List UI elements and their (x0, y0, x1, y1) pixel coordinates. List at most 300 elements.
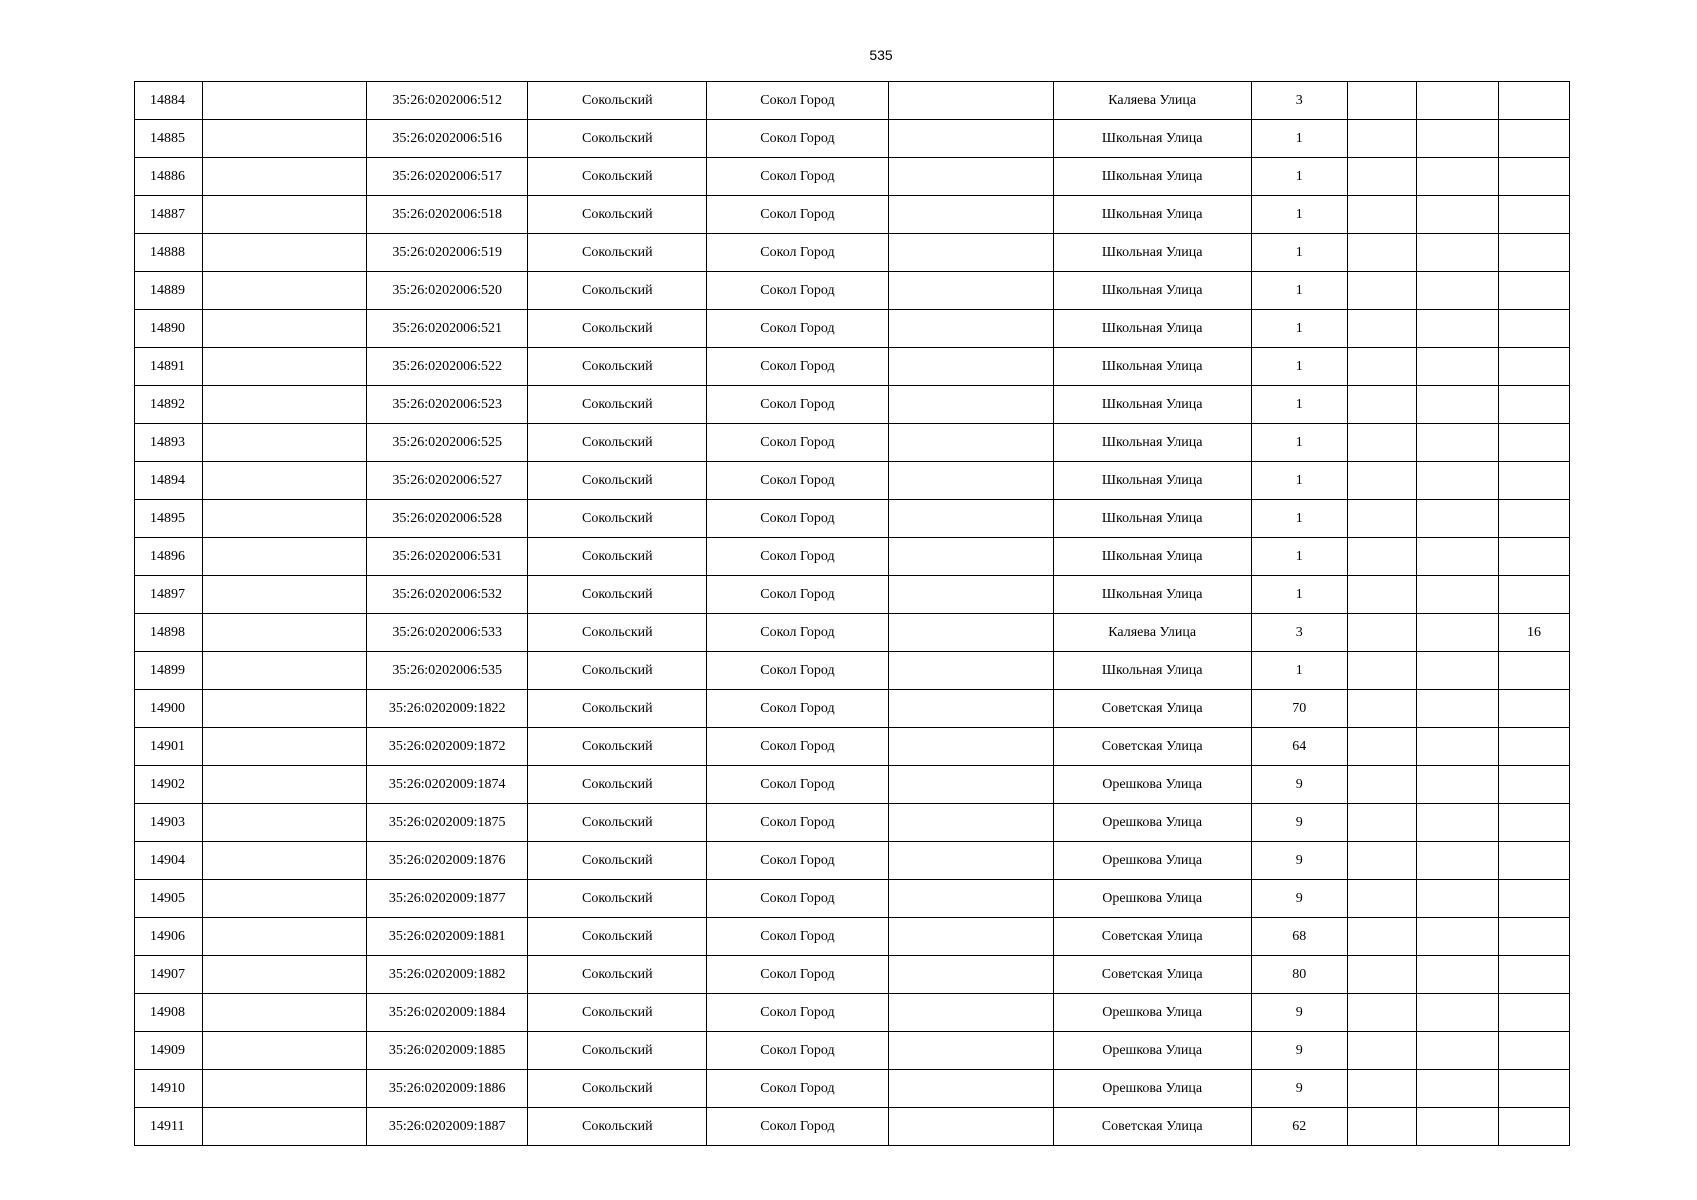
district-cell: Сокольский (528, 956, 707, 994)
empty-cell (203, 158, 367, 196)
empty-cell (1347, 120, 1416, 158)
district-cell: Сокольский (528, 918, 707, 956)
street-cell: Орешкова Улица (1053, 804, 1251, 842)
empty-cell (1416, 994, 1498, 1032)
empty-cell (203, 804, 367, 842)
house-number-cell: 1 (1251, 500, 1347, 538)
empty-cell (203, 842, 367, 880)
empty-cell (1416, 880, 1498, 918)
empty-cell (888, 462, 1053, 500)
empty-cell (888, 158, 1053, 196)
empty-cell (888, 196, 1053, 234)
locality-cell: Сокол Город (707, 956, 888, 994)
table-row (135, 310, 1570, 348)
empty-cell (888, 234, 1053, 272)
empty-cell (1347, 158, 1416, 196)
cadastral-number-cell: 35:26:0202006:523 (367, 386, 528, 424)
street-cell: Школьная Улица (1053, 348, 1251, 386)
record-number-cell: 14908 (135, 994, 203, 1032)
district-cell: Сокольский (528, 614, 707, 652)
cadastral-number-cell: 35:26:0202006:521 (367, 310, 528, 348)
locality-cell: Сокол Город (707, 766, 888, 804)
empty-cell (1416, 538, 1498, 576)
empty-cell (203, 652, 367, 690)
empty-cell (1416, 500, 1498, 538)
extra-number-cell: 16 (1498, 614, 1569, 652)
extra-number-cell (1498, 462, 1569, 500)
empty-cell (888, 728, 1053, 766)
house-number-cell: 9 (1251, 1070, 1347, 1108)
cadastral-number-cell: 35:26:0202006:522 (367, 348, 528, 386)
empty-cell (888, 804, 1053, 842)
empty-cell (1347, 348, 1416, 386)
empty-cell (203, 234, 367, 272)
empty-cell (203, 1032, 367, 1070)
table-row (135, 804, 1570, 842)
street-cell: Советская Улица (1053, 956, 1251, 994)
district-cell: Сокольский (528, 424, 707, 462)
house-number-cell: 9 (1251, 804, 1347, 842)
cadastral-number-cell: 35:26:0202006:531 (367, 538, 528, 576)
record-number-cell: 14906 (135, 918, 203, 956)
locality-cell: Сокол Город (707, 348, 888, 386)
cadastral-number-cell: 35:26:0202006:519 (367, 234, 528, 272)
locality-cell: Сокол Город (707, 918, 888, 956)
record-number-cell: 14886 (135, 158, 203, 196)
district-cell: Сокольский (528, 728, 707, 766)
empty-cell (1416, 1032, 1498, 1070)
house-number-cell: 1 (1251, 310, 1347, 348)
empty-cell (1416, 424, 1498, 462)
house-number-cell: 1 (1251, 386, 1347, 424)
table-row (135, 158, 1570, 196)
empty-cell (203, 956, 367, 994)
district-cell: Сокольский (528, 842, 707, 880)
district-cell: Сокольский (528, 1032, 707, 1070)
house-number-cell: 3 (1251, 614, 1347, 652)
empty-cell (1416, 1070, 1498, 1108)
extra-number-cell (1498, 386, 1569, 424)
empty-cell (888, 82, 1053, 120)
empty-cell (888, 1070, 1053, 1108)
house-number-cell: 9 (1251, 766, 1347, 804)
extra-number-cell (1498, 538, 1569, 576)
empty-cell (1347, 462, 1416, 500)
locality-cell: Сокол Город (707, 120, 888, 158)
empty-cell (1347, 272, 1416, 310)
empty-cell (1347, 956, 1416, 994)
district-cell: Сокольский (528, 348, 707, 386)
locality-cell: Сокол Город (707, 614, 888, 652)
extra-number-cell (1498, 766, 1569, 804)
extra-number-cell (1498, 994, 1569, 1032)
record-number-cell: 14891 (135, 348, 203, 386)
locality-cell: Сокол Город (707, 1070, 888, 1108)
locality-cell: Сокол Город (707, 462, 888, 500)
house-number-cell: 9 (1251, 842, 1347, 880)
empty-cell (1347, 766, 1416, 804)
extra-number-cell (1498, 272, 1569, 310)
empty-cell (888, 348, 1053, 386)
empty-cell (203, 880, 367, 918)
record-number-cell: 14897 (135, 576, 203, 614)
district-cell: Сокольский (528, 386, 707, 424)
street-cell: Школьная Улица (1053, 234, 1251, 272)
empty-cell (1416, 690, 1498, 728)
cadastral-number-cell: 35:26:0202009:1886 (367, 1070, 528, 1108)
street-cell: Советская Улица (1053, 728, 1251, 766)
extra-number-cell (1498, 120, 1569, 158)
house-number-cell: 3 (1251, 82, 1347, 120)
table-row (135, 652, 1570, 690)
district-cell: Сокольский (528, 652, 707, 690)
cadastral-number-cell: 35:26:0202009:1884 (367, 994, 528, 1032)
empty-cell (1416, 120, 1498, 158)
empty-cell (203, 500, 367, 538)
cadastral-number-cell: 35:26:0202006:518 (367, 196, 528, 234)
empty-cell (1347, 424, 1416, 462)
locality-cell: Сокол Город (707, 272, 888, 310)
table-row (135, 1108, 1570, 1146)
table-row (135, 614, 1570, 652)
record-number-cell: 14900 (135, 690, 203, 728)
cadastral-number-cell: 35:26:0202006:517 (367, 158, 528, 196)
district-cell: Сокольский (528, 690, 707, 728)
table-row (135, 538, 1570, 576)
empty-cell (888, 918, 1053, 956)
cadastral-number-cell: 35:26:0202009:1881 (367, 918, 528, 956)
empty-cell (203, 120, 367, 158)
empty-cell (888, 880, 1053, 918)
cadastral-number-cell: 35:26:0202009:1872 (367, 728, 528, 766)
extra-number-cell (1498, 310, 1569, 348)
house-number-cell: 62 (1251, 1108, 1347, 1146)
empty-cell (203, 424, 367, 462)
district-cell: Сокольский (528, 82, 707, 120)
district-cell: Сокольский (528, 462, 707, 500)
empty-cell (1347, 994, 1416, 1032)
house-number-cell: 64 (1251, 728, 1347, 766)
district-cell: Сокольский (528, 158, 707, 196)
record-number-cell: 14905 (135, 880, 203, 918)
empty-cell (1347, 386, 1416, 424)
locality-cell: Сокол Город (707, 690, 888, 728)
empty-cell (1347, 1070, 1416, 1108)
empty-cell (203, 348, 367, 386)
page-number: 535 (869, 47, 893, 63)
record-number-cell: 14902 (135, 766, 203, 804)
district-cell: Сокольский (528, 310, 707, 348)
cadastral-number-cell: 35:26:0202009:1875 (367, 804, 528, 842)
extra-number-cell (1498, 880, 1569, 918)
empty-cell (203, 82, 367, 120)
extra-number-cell (1498, 196, 1569, 234)
table-row (135, 196, 1570, 234)
record-number-cell: 14896 (135, 538, 203, 576)
street-cell: Советская Улица (1053, 1108, 1251, 1146)
cadastral-number-cell: 35:26:0202006:525 (367, 424, 528, 462)
house-number-cell: 1 (1251, 576, 1347, 614)
extra-number-cell (1498, 234, 1569, 272)
locality-cell: Сокол Город (707, 158, 888, 196)
district-cell: Сокольский (528, 120, 707, 158)
empty-cell (888, 766, 1053, 804)
district-cell: Сокольский (528, 272, 707, 310)
street-cell: Школьная Улица (1053, 196, 1251, 234)
table-row (135, 348, 1570, 386)
record-number-cell: 14888 (135, 234, 203, 272)
district-cell: Сокольский (528, 196, 707, 234)
district-cell: Сокольский (528, 1108, 707, 1146)
cadastral-number-cell: 35:26:0202009:1887 (367, 1108, 528, 1146)
empty-cell (1416, 804, 1498, 842)
extra-number-cell (1498, 500, 1569, 538)
empty-cell (1347, 804, 1416, 842)
empty-cell (1416, 310, 1498, 348)
empty-cell (1347, 196, 1416, 234)
district-cell: Сокольский (528, 538, 707, 576)
table-row (135, 690, 1570, 728)
cadastral-number-cell: 35:26:0202006:533 (367, 614, 528, 652)
empty-cell (1347, 614, 1416, 652)
district-cell: Сокольский (528, 880, 707, 918)
locality-cell: Сокол Город (707, 652, 888, 690)
empty-cell (888, 120, 1053, 158)
street-cell: Школьная Улица (1053, 310, 1251, 348)
street-cell: Орешкова Улица (1053, 994, 1251, 1032)
extra-number-cell (1498, 1108, 1569, 1146)
empty-cell (888, 652, 1053, 690)
table-row (135, 766, 1570, 804)
street-cell: Орешкова Улица (1053, 880, 1251, 918)
house-number-cell: 1 (1251, 462, 1347, 500)
extra-number-cell (1498, 918, 1569, 956)
empty-cell (1416, 158, 1498, 196)
cadastral-number-cell: 35:26:0202006:520 (367, 272, 528, 310)
extra-number-cell (1498, 804, 1569, 842)
empty-cell (1347, 538, 1416, 576)
locality-cell: Сокол Город (707, 1032, 888, 1070)
house-number-cell: 68 (1251, 918, 1347, 956)
street-cell: Школьная Улица (1053, 158, 1251, 196)
empty-cell (1416, 652, 1498, 690)
house-number-cell: 70 (1251, 690, 1347, 728)
table-row (135, 424, 1570, 462)
street-cell: Орешкова Улица (1053, 1070, 1251, 1108)
record-number-cell: 14901 (135, 728, 203, 766)
record-number-cell: 14893 (135, 424, 203, 462)
street-cell: Школьная Улица (1053, 120, 1251, 158)
cadastral-number-cell: 35:26:0202009:1877 (367, 880, 528, 918)
locality-cell: Сокол Город (707, 82, 888, 120)
record-number-cell: 14909 (135, 1032, 203, 1070)
extra-number-cell (1498, 82, 1569, 120)
extra-number-cell (1498, 576, 1569, 614)
table-row (135, 918, 1570, 956)
empty-cell (203, 576, 367, 614)
cadastral-number-cell: 35:26:0202006:535 (367, 652, 528, 690)
cadastral-number-cell: 35:26:0202006:512 (367, 82, 528, 120)
record-number-cell: 14904 (135, 842, 203, 880)
record-number-cell: 14911 (135, 1108, 203, 1146)
street-cell: Советская Улица (1053, 690, 1251, 728)
cadastral-number-cell: 35:26:0202009:1874 (367, 766, 528, 804)
empty-cell (203, 386, 367, 424)
empty-cell (1347, 728, 1416, 766)
extra-number-cell (1498, 956, 1569, 994)
street-cell: Школьная Улица (1053, 386, 1251, 424)
empty-cell (1416, 462, 1498, 500)
district-cell: Сокольский (528, 994, 707, 1032)
empty-cell (203, 196, 367, 234)
street-cell: Школьная Улица (1053, 424, 1251, 462)
street-cell: Каляева Улица (1053, 82, 1251, 120)
street-cell: Школьная Улица (1053, 462, 1251, 500)
house-number-cell: 1 (1251, 424, 1347, 462)
empty-cell (888, 386, 1053, 424)
record-number-cell: 14889 (135, 272, 203, 310)
cadastral-number-cell: 35:26:0202006:516 (367, 120, 528, 158)
empty-cell (1416, 918, 1498, 956)
empty-cell (888, 994, 1053, 1032)
house-number-cell: 9 (1251, 1032, 1347, 1070)
cadastral-number-cell: 35:26:0202006:528 (367, 500, 528, 538)
empty-cell (888, 576, 1053, 614)
empty-cell (888, 614, 1053, 652)
empty-cell (203, 728, 367, 766)
district-cell: Сокольский (528, 1070, 707, 1108)
street-cell: Школьная Улица (1053, 576, 1251, 614)
table-row (135, 500, 1570, 538)
district-cell: Сокольский (528, 804, 707, 842)
cadastral-number-cell: 35:26:0202009:1876 (367, 842, 528, 880)
table-row (135, 82, 1570, 120)
house-number-cell: 1 (1251, 272, 1347, 310)
table-row (135, 842, 1570, 880)
empty-cell (1416, 728, 1498, 766)
district-cell: Сокольский (528, 234, 707, 272)
locality-cell: Сокол Город (707, 386, 888, 424)
table-row (135, 956, 1570, 994)
empty-cell (1347, 1108, 1416, 1146)
house-number-cell: 1 (1251, 234, 1347, 272)
empty-cell (888, 842, 1053, 880)
locality-cell: Сокол Город (707, 500, 888, 538)
house-number-cell: 1 (1251, 652, 1347, 690)
empty-cell (888, 1108, 1053, 1146)
street-cell: Школьная Улица (1053, 500, 1251, 538)
table-row (135, 272, 1570, 310)
record-number-cell: 14885 (135, 120, 203, 158)
registry-table (134, 81, 1570, 1146)
empty-cell (1416, 766, 1498, 804)
empty-cell (1416, 196, 1498, 234)
table-row (135, 120, 1570, 158)
house-number-cell: 1 (1251, 196, 1347, 234)
empty-cell (1416, 842, 1498, 880)
locality-cell: Сокол Город (707, 804, 888, 842)
empty-cell (203, 690, 367, 728)
street-cell: Орешкова Улица (1053, 766, 1251, 804)
record-number-cell: 14898 (135, 614, 203, 652)
extra-number-cell (1498, 728, 1569, 766)
empty-cell (203, 272, 367, 310)
empty-cell (888, 538, 1053, 576)
locality-cell: Сокол Город (707, 728, 888, 766)
empty-cell (1416, 82, 1498, 120)
empty-cell (1347, 576, 1416, 614)
table-row (135, 234, 1570, 272)
cadastral-number-cell: 35:26:0202009:1822 (367, 690, 528, 728)
empty-cell (1416, 234, 1498, 272)
extra-number-cell (1498, 348, 1569, 386)
table-row (135, 880, 1570, 918)
empty-cell (888, 310, 1053, 348)
empty-cell (1347, 842, 1416, 880)
locality-cell: Сокол Город (707, 538, 888, 576)
locality-cell: Сокол Город (707, 424, 888, 462)
empty-cell (888, 424, 1053, 462)
house-number-cell: 1 (1251, 348, 1347, 386)
empty-cell (1347, 918, 1416, 956)
empty-cell (1347, 880, 1416, 918)
record-number-cell: 14890 (135, 310, 203, 348)
locality-cell: Сокол Город (707, 234, 888, 272)
house-number-cell: 1 (1251, 538, 1347, 576)
empty-cell (1416, 1108, 1498, 1146)
empty-cell (1416, 348, 1498, 386)
empty-cell (1347, 1032, 1416, 1070)
house-number-cell: 9 (1251, 994, 1347, 1032)
empty-cell (1347, 234, 1416, 272)
extra-number-cell (1498, 158, 1569, 196)
street-cell: Орешкова Улица (1053, 842, 1251, 880)
empty-cell (888, 690, 1053, 728)
empty-cell (203, 994, 367, 1032)
street-cell: Школьная Улица (1053, 652, 1251, 690)
locality-cell: Сокол Город (707, 576, 888, 614)
house-number-cell: 80 (1251, 956, 1347, 994)
empty-cell (203, 918, 367, 956)
empty-cell (203, 1070, 367, 1108)
empty-cell (203, 538, 367, 576)
street-cell: Каляева Улица (1053, 614, 1251, 652)
locality-cell: Сокол Город (707, 1108, 888, 1146)
empty-cell (888, 272, 1053, 310)
street-cell: Советская Улица (1053, 918, 1251, 956)
record-number-cell: 14892 (135, 386, 203, 424)
house-number-cell: 1 (1251, 158, 1347, 196)
locality-cell: Сокол Город (707, 196, 888, 234)
cadastral-number-cell: 35:26:0202009:1885 (367, 1032, 528, 1070)
empty-cell (888, 1032, 1053, 1070)
empty-cell (888, 500, 1053, 538)
registry-rows (135, 82, 1570, 1146)
cadastral-number-cell: 35:26:0202006:527 (367, 462, 528, 500)
empty-cell (1347, 690, 1416, 728)
street-cell: Орешкова Улица (1053, 1032, 1251, 1070)
empty-cell (1347, 310, 1416, 348)
record-number-cell: 14884 (135, 82, 203, 120)
extra-number-cell (1498, 1070, 1569, 1108)
cadastral-number-cell: 35:26:0202006:532 (367, 576, 528, 614)
empty-cell (1416, 272, 1498, 310)
empty-cell (1347, 82, 1416, 120)
empty-cell (203, 766, 367, 804)
empty-cell (1416, 956, 1498, 994)
table-row (135, 576, 1570, 614)
empty-cell (1347, 500, 1416, 538)
